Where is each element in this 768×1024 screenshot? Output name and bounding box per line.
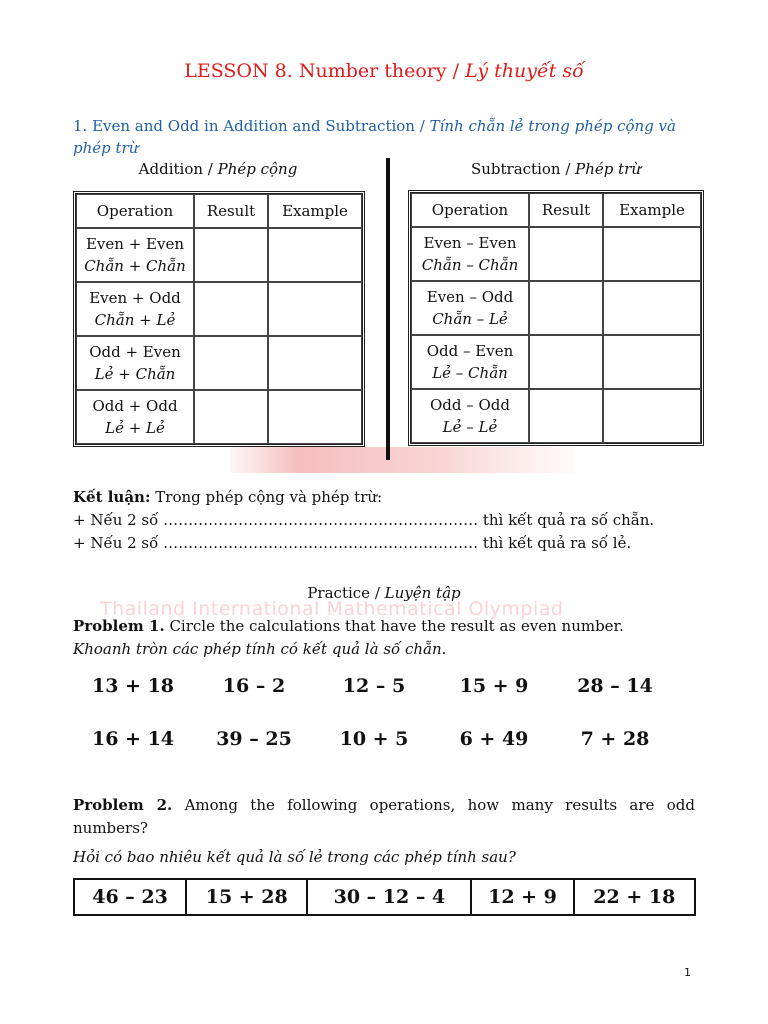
result-cell[interactable] bbox=[529, 335, 603, 389]
table-row bbox=[411, 389, 701, 443]
problem-1-label: Problem 1. bbox=[73, 617, 165, 635]
problem-2-statement bbox=[73, 794, 695, 840]
watermark-text: Thailand International Mathematical Olympiad bbox=[100, 598, 564, 620]
section-heading-en: 1. Even and Odd in Addition and Subtraction / bbox=[73, 117, 430, 135]
practice-en: Practice / bbox=[307, 584, 385, 602]
operation-cell: 46 – 23 bbox=[74, 879, 186, 915]
operation-en: Odd + Even bbox=[89, 343, 181, 361]
operation-en: Odd – Even bbox=[426, 342, 514, 360]
operation-cell: 22 + 18 bbox=[574, 879, 695, 915]
problem-2-table bbox=[73, 878, 696, 916]
problem-2-label: Problem 2. bbox=[73, 796, 173, 814]
result-cell[interactable] bbox=[529, 227, 603, 281]
operation-vi: Chẵn – Chẵn bbox=[421, 256, 519, 274]
practice-vi: Luyện tập bbox=[384, 584, 461, 602]
subtraction-caption-en: Subtraction / bbox=[470, 160, 576, 178]
example-cell[interactable] bbox=[268, 282, 362, 336]
operation-vi: Lẻ + Chẵn bbox=[94, 365, 176, 383]
operation-cell bbox=[76, 336, 194, 390]
table-row bbox=[76, 282, 362, 336]
problem-1-vi: Khoanh tròn các phép tính có kết quả là số chẵn. bbox=[73, 640, 447, 658]
example-cell[interactable] bbox=[603, 227, 701, 281]
addition-caption bbox=[73, 160, 363, 178]
operation-cell bbox=[411, 227, 529, 281]
header-operation: Operation bbox=[76, 194, 194, 228]
header-result: Result bbox=[194, 194, 268, 228]
addition-caption-en: Addition / bbox=[138, 160, 218, 178]
example-cell[interactable] bbox=[268, 228, 362, 282]
expression[interactable]: 28 – 14 bbox=[577, 675, 653, 697]
lesson-title-vi: Lý thuyết số bbox=[465, 60, 584, 82]
subtraction-caption-vi: Phép trừ bbox=[575, 160, 642, 178]
expression[interactable]: 12 – 5 bbox=[342, 675, 406, 697]
conclusion-text: Trong phép cộng và phép trừ: bbox=[150, 488, 383, 506]
operation-vi: Chẵn – Lẻ bbox=[432, 310, 508, 328]
example-cell[interactable] bbox=[268, 336, 362, 390]
operation-en: Even + Odd bbox=[89, 289, 181, 307]
operation-vi: Lẻ – Lẻ bbox=[442, 418, 498, 436]
subtraction-caption bbox=[408, 160, 704, 178]
result-cell[interactable] bbox=[194, 390, 268, 444]
table-row bbox=[411, 227, 701, 281]
example-cell[interactable] bbox=[268, 390, 362, 444]
operation-en: Even – Even bbox=[423, 234, 517, 252]
problem-2-text: Among the following operations, how many results are odd numbers? bbox=[73, 796, 695, 837]
problem-1-statement bbox=[73, 615, 713, 638]
example-cell[interactable] bbox=[603, 281, 701, 335]
table-row bbox=[411, 281, 701, 335]
operation-cell: 30 – 12 – 4 bbox=[307, 879, 471, 915]
operation-en: Odd + Odd bbox=[92, 397, 178, 415]
table-row bbox=[74, 879, 695, 915]
header-example: Example bbox=[268, 194, 362, 228]
example-cell[interactable] bbox=[603, 335, 701, 389]
conclusion-line-even: + Nếu 2 số ……………………………………………………… thì kết quả ra số chẵn. bbox=[73, 511, 655, 529]
table-header-row bbox=[411, 193, 701, 227]
addition-table bbox=[73, 191, 365, 447]
operation-cell: 15 + 28 bbox=[186, 879, 307, 915]
operation-vi: Lẻ – Chẵn bbox=[432, 364, 508, 382]
result-cell[interactable] bbox=[194, 228, 268, 282]
conclusion-label: Kết luận: bbox=[73, 488, 151, 506]
example-cell[interactable] bbox=[603, 389, 701, 443]
conclusion-line-odd: + Nếu 2 số ……………………………………………………… thì kết quả ra số lẻ. bbox=[73, 534, 632, 552]
addition-caption-vi: Phép cộng bbox=[217, 160, 298, 178]
result-cell[interactable] bbox=[529, 389, 603, 443]
operation-vi: Chẵn + Chẵn bbox=[84, 257, 186, 275]
practice-heading bbox=[0, 584, 768, 602]
operation-en: Odd – Odd bbox=[429, 396, 511, 414]
operation-cell bbox=[411, 335, 529, 389]
header-result: Result bbox=[529, 193, 603, 227]
operation-en: Even – Odd bbox=[426, 288, 514, 306]
operation-cell bbox=[76, 282, 194, 336]
operation-cell bbox=[411, 281, 529, 335]
operation-vi: Lẻ + Lẻ bbox=[105, 419, 165, 437]
operation-vi: Chẵn + Lẻ bbox=[94, 311, 176, 329]
section-heading bbox=[73, 115, 713, 159]
section-heading-vi: Tính chẵn lẻ trong phép cộng và phép trừ bbox=[73, 117, 676, 157]
table-row bbox=[76, 390, 362, 444]
result-cell[interactable] bbox=[529, 281, 603, 335]
table-row bbox=[76, 336, 362, 390]
operation-cell bbox=[411, 389, 529, 443]
operation-cell bbox=[76, 228, 194, 282]
expression[interactable]: 13 + 18 bbox=[91, 675, 175, 697]
expression[interactable]: 16 – 2 bbox=[222, 675, 286, 697]
problem-2-vi: Hỏi có bao nhiêu kết quả là số lẻ trong các phép tính sau? bbox=[73, 848, 516, 866]
operation-cell: 12 + 9 bbox=[471, 879, 573, 915]
lesson-title bbox=[0, 60, 768, 82]
expression[interactable]: 15 + 9 bbox=[459, 675, 529, 697]
conclusion bbox=[73, 486, 713, 555]
page-number: 1 bbox=[684, 966, 691, 979]
problem-1-text: Circle the calculations that have the result as even number. bbox=[164, 617, 624, 635]
table-row bbox=[76, 228, 362, 282]
operation-cell bbox=[76, 390, 194, 444]
result-cell[interactable] bbox=[194, 336, 268, 390]
watermark-logo-band bbox=[230, 447, 575, 473]
table-header-row bbox=[76, 194, 362, 228]
result-cell[interactable] bbox=[194, 282, 268, 336]
table-divider bbox=[386, 158, 390, 460]
conclusion-heading bbox=[73, 486, 713, 509]
table-row bbox=[411, 335, 701, 389]
header-example: Example bbox=[603, 193, 701, 227]
header-operation: Operation bbox=[411, 193, 529, 227]
problem-1 bbox=[73, 615, 713, 661]
expression[interactable]: 7 + 28 bbox=[580, 728, 650, 750]
expression[interactable]: 16 + 14 bbox=[91, 728, 175, 750]
lesson-title-en: LESSON 8. Number theory / bbox=[184, 60, 466, 82]
operation-en: Even + Even bbox=[85, 235, 185, 253]
subtraction-table bbox=[408, 190, 704, 446]
expression[interactable]: 6 + 49 bbox=[459, 728, 529, 750]
expression[interactable]: 39 – 25 bbox=[216, 728, 292, 750]
expression[interactable]: 10 + 5 bbox=[339, 728, 409, 750]
